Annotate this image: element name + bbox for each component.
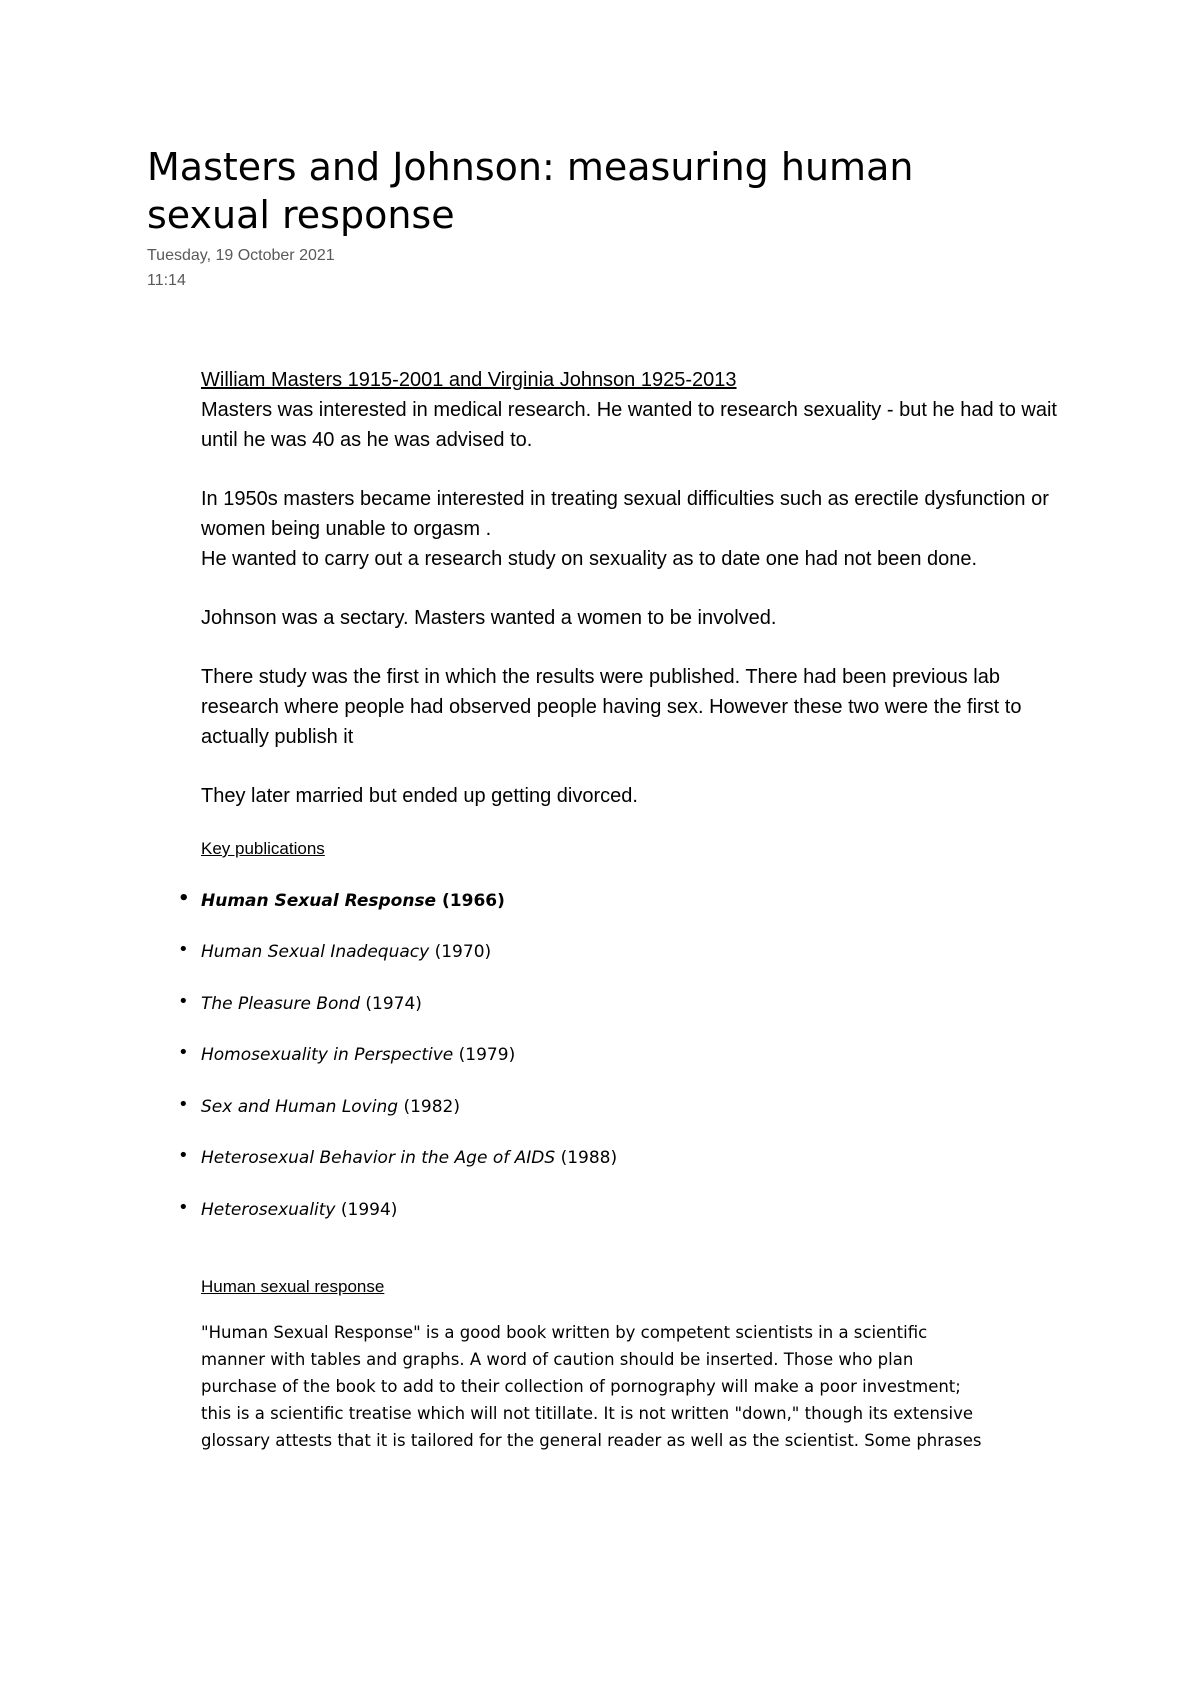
publications-list <box>178 887 1081 1222</box>
publication-year: (1988) <box>560 1148 618 1168</box>
bullet-icon: • <box>178 1093 189 1115</box>
list-item <box>178 1196 1081 1222</box>
publication-title: Human Sexual Response <box>201 890 437 911</box>
list-item <box>178 939 1081 964</box>
bullet-icon: • <box>178 887 190 909</box>
publication-title: Human Sexual Inadequacy <box>201 942 430 962</box>
publication-title: The Pleasure Bond <box>201 993 360 1014</box>
list-item <box>178 990 1081 1016</box>
review-line: this is a scientific treatise which will not titillate. It is not written "down," though its extensive <box>201 1403 973 1423</box>
publication-title: Homosexuality in Perspective <box>201 1045 454 1065</box>
review-line: manner with tables and graphs. A word of caution should be inserted. Those who plan <box>201 1349 914 1369</box>
note-date: Tuesday, 19 October 2021 <box>147 247 335 264</box>
publication-title: Sex and Human Loving <box>201 1096 399 1117</box>
publication-title: Heterosexuality <box>201 1199 336 1220</box>
bullet-icon: • <box>178 939 189 960</box>
bullet-icon: • <box>178 1145 189 1166</box>
note-time: 11:14 <box>147 272 186 289</box>
review-line: purchase of the book to add to their collection of pornography will make a poor investment; <box>201 1376 961 1396</box>
publication-year: (1970) <box>434 942 492 962</box>
bio-heading: William Masters 1915-2001 and Virginia Johnson 1925-2013 <box>201 369 737 391</box>
bullet-icon: • <box>178 990 189 1012</box>
bullet-icon: • <box>178 1042 189 1063</box>
bio-paragraph: Johnson was a sectary. Masters wanted a women to be involved. <box>201 607 777 629</box>
publication-year: (1982) <box>403 1096 460 1117</box>
review-paragraph <box>201 1319 1081 1454</box>
publication-year: (1994) <box>340 1199 398 1220</box>
list-item <box>178 1093 1081 1119</box>
bio-paragraph: Masters was interested in medical research. He wanted to research sexuality - but he had to wait until he was 40 as he was advised to. <box>201 399 1057 451</box>
note-timestamp <box>147 243 335 293</box>
list-item <box>178 1042 1081 1067</box>
publication-title: Heterosexual Behavior in the Age of AIDS <box>201 1148 556 1168</box>
page-title: Masters and Johnson: measuring human sexual response <box>147 145 914 237</box>
publications-heading: Key publications <box>201 839 325 858</box>
review-line: glossary attests that it is tailored for the general reader as well as the scientist. Some phrases <box>201 1430 982 1450</box>
bio-paragraph: There study was the first in which the results were published. There had been previous lab research where people had observed people having sex. However these two were the first to actually publish it <box>201 666 1022 748</box>
publication-year: (1979) <box>458 1045 516 1065</box>
note-body <box>178 365 1081 1454</box>
bio-paragraph: In 1950s masters became interested in treating sexual difficulties such as erectile dysfunction or women being unable to orgasm . <box>201 488 1049 540</box>
bio-paragraph: They later married but ended up getting divorced. <box>201 785 638 807</box>
publication-year: (1966) <box>442 890 505 911</box>
bio-paragraph: He wanted to carry out a research study on sexuality as to date one had not been done. <box>201 548 978 570</box>
list-item <box>178 1145 1081 1170</box>
review-line: "Human Sexual Response" is a good book written by competent scientists in a scientific <box>201 1322 928 1342</box>
bullet-icon: • <box>178 1196 189 1218</box>
publication-year: (1974) <box>365 993 422 1014</box>
list-item <box>178 887 1081 913</box>
review-heading: Human sexual response <box>201 1276 385 1296</box>
